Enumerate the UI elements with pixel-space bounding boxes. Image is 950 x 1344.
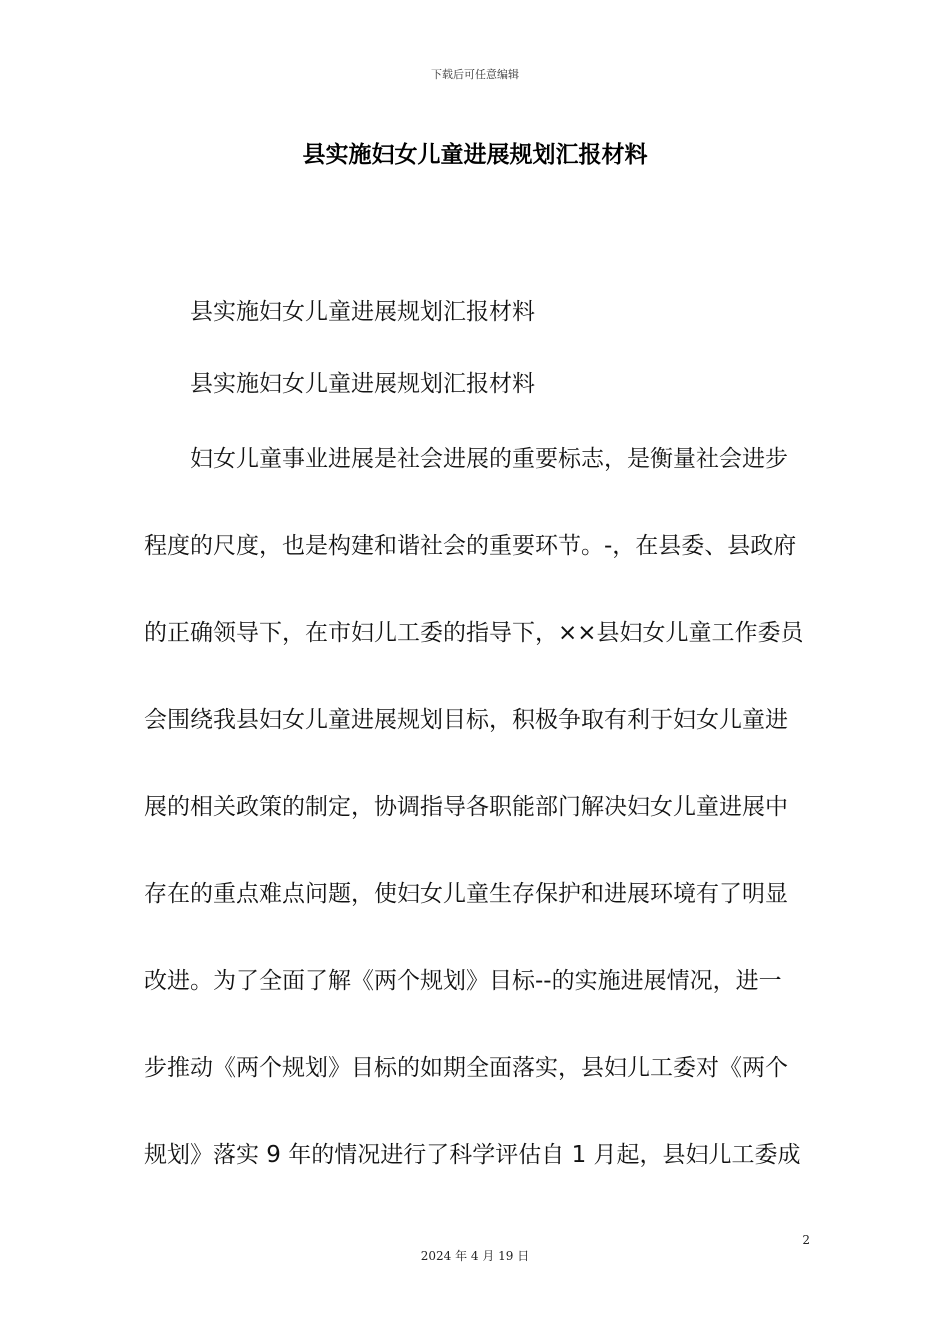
body-line-5: 展的相关政策的制定，协调指导各职能部门解决妇女儿童进展中 — [144, 794, 788, 820]
document-title: 县实施妇女儿童进展规划汇报材料 — [302, 142, 648, 168]
body-line-6: 存在的重点难点问题，使妇女儿童生存保护和进展环境有了明显 — [144, 881, 788, 907]
body-line-3: 的正确领导下，在市妇儿工委的指导下，××县妇女儿童工作委员 — [144, 620, 804, 646]
body-line-7: 改进。为了全面了解《两个规划》目标--的实施进展情况，进一 — [144, 968, 782, 994]
body-line-1: 妇女儿童事业进展是社会进展的重要标志，是衡量社会进步 — [190, 446, 788, 472]
body-line-8: 步推动《两个规划》目标的如期全面落实，县妇儿工委对《两个 — [144, 1055, 788, 1081]
body-line-9: 规划》落实 9 年的情况进行了科学评估自 1 月起，县妇儿工委成 — [144, 1142, 801, 1168]
footer-date: 2024 年 4 月 19 日 — [420, 1249, 530, 1263]
subtitle-line-2: 县实施妇女儿童进展规划汇报材料 — [190, 371, 535, 397]
body-line-4: 会围绕我县妇女儿童进展规划目标，积极争取有利于妇女儿童进 — [144, 707, 788, 733]
page-number: 2 — [802, 1233, 810, 1247]
header-note: 下载后可任意编辑 — [431, 68, 519, 81]
body-line-2: 程度的尺度，也是构建和谐社会的重要环节。-，在县委、县政府 — [144, 533, 797, 559]
subtitle-line-1: 县实施妇女儿童进展规划汇报材料 — [190, 299, 535, 325]
